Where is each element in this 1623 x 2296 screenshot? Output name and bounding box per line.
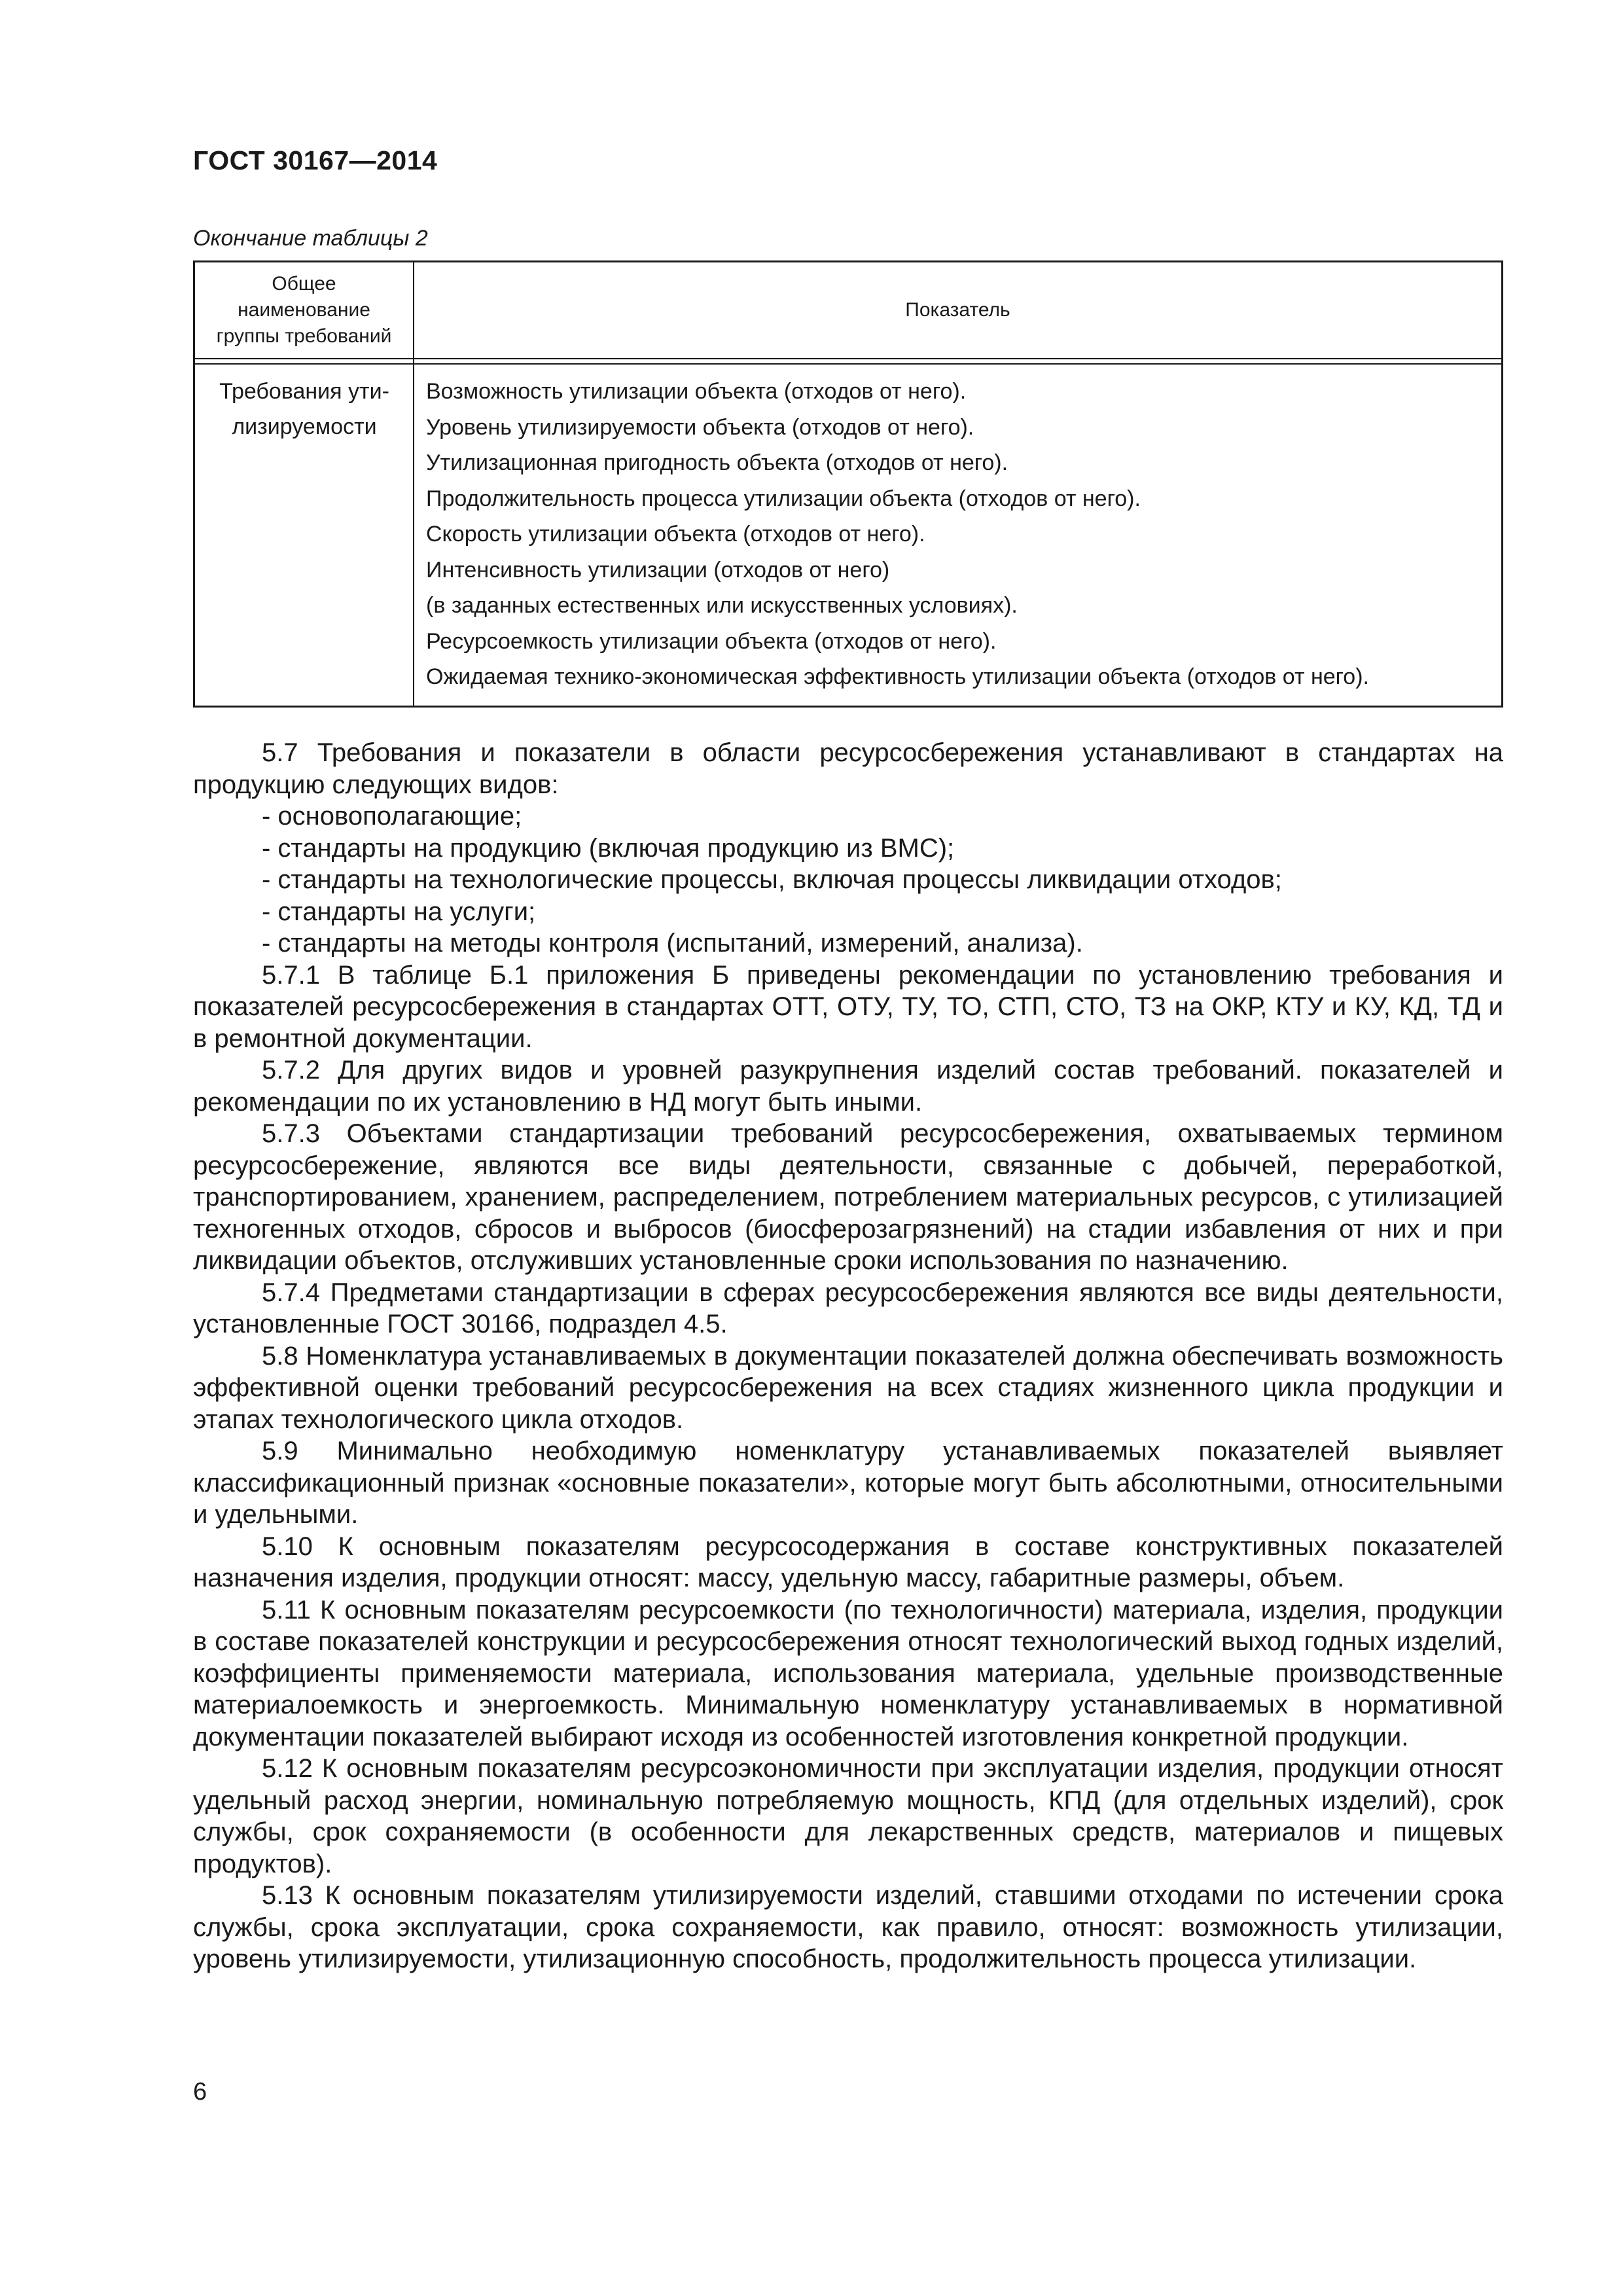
list-item: - стандарты на услуги; (262, 897, 536, 926)
paragraph-5-8: 5.8 Номенклатура устанавливаемых в документации показателей должна обеспечивать возможность эффективной оценки требований ресурсосбережения на всех стадиях жизненного цикла продукции и этапах технологического цикла отходов. (193, 1341, 1503, 1434)
paragraph-5-10: 5.10 К основным показателям ресурсосодержания в составе конструктивных показателей назначения изделия, продукции относят: массу, удельную массу, габаритные размеры, объем. (193, 1532, 1503, 1592)
table-caption: Окончание таблицы 2 (193, 226, 428, 251)
paragraph-5-13: 5.13 К основным показателям утилизируемости изделий, ставшими отходами по истечении срока службы, срока эксплуатации, срока сохраняемости, как правило, относят: возможность утилизации, уровень утилизируемости, утилизационную способность, продолжительность процесса утилизации. (193, 1881, 1503, 1973)
indicator-line: Интенсивность утилизации (отходов от него) (426, 557, 890, 583)
paragraph-5-7-2: 5.7.2 Для других видов и уровней разукрупнения изделий состав требований. показателей и рекомендации по их установлению в НД могут быть иными. (193, 1056, 1503, 1117)
list-item: - основополагающие; (262, 802, 522, 831)
paragraph-5-7-1: 5.7.1 В таблице Б.1 приложения Б приведены рекомендации по установлению требования и показателей ресурсосбережения в стандартах ОТТ, ОТУ, ТУ, ТО, СТП, СТО, ТЗ на ОКР, КТУ и КУ, КД, ТД и в ремонтной документации. (193, 960, 1503, 1053)
indicator-line: Возможность утилизации объекта (отходов от него). (426, 379, 967, 404)
paragraph-5-12: 5.12 К основным показателям ресурсоэкономичности при эксплуатации изделия, продукции относят удельный расход энергии, номинальную потребляемую мощность, КПД (для отдельных изделий), срок службы, срок сохраняемости (в особенности для лекарственных средств, материалов и пищевых продуктов). (193, 1754, 1503, 1878)
document-header: ГОСТ 30167—2014 (193, 145, 438, 175)
list-item: - стандарты на продукцию (включая продукцию из ВМС); (262, 833, 955, 863)
paragraph-5-7-3: 5.7.3 Объектами стандартизации требований ресурсосбережения, охватываемых термином ресурсосбережение, являются все виды деятельности, связанные с добычей, переработкой, транспортированием, хранением, распределением, потреблением материальных ресурсов, с утилизацией техногенных отходов, сбросов и выбросов (биосферозагрязнений) на стадии избавления от них и при ликвидации объектов, отслуживших установленные сроки использования по назначению. (193, 1119, 1503, 1275)
indicator-line: (в заданных естественных или искусственных условиях). (426, 593, 1018, 618)
indicator-line: Ресурсоемкость утилизации объекта (отходов от него). (426, 628, 997, 654)
table-cell-indicators (426, 374, 1495, 695)
table-header-divider-double (195, 363, 1501, 365)
table-header-indicator: Показатель (905, 299, 1010, 321)
requirements-table (193, 260, 1503, 708)
indicator-line: Продолжительность процесса утилизации объекта (отходов от него). (426, 486, 1141, 511)
paragraph-5-7: 5.7 Требования и показатели в области ресурсосбережения устанавливают в стандартах на продукцию следующих видов: (193, 738, 1503, 799)
list-item: - стандарты на методы контроля (испытаний, измерений, анализа). (262, 929, 1083, 958)
indicator-line: Утилизационная пригодность объекта (отходов от него). (426, 450, 1008, 475)
table-header-group: Общее наименование группы требований (216, 273, 392, 347)
table-header-divider (195, 358, 1501, 359)
page-number: 6 (193, 2078, 207, 2106)
paragraph-5-7-4: 5.7.4 Предметами стандартизации в сферах ресурсосбережения являются все виды деятельности, установленные ГОСТ 30166, подраздел 4.5. (193, 1278, 1503, 1338)
paragraph-5-11: 5.11 К основным показателям ресурсоемкости (по технологичности) материала, изделия, продукции в составе показателей конструкции и ресурсосбережения относят технологический выход годных изделий, коэффициенты применяемости материала, использования материала, удельные производственные материалоемкость и энергоемкость. Минимальную номенклатуру устанавливаемых в нормативной документации показателей выбирают исходя из особенностей изготовления конкретной продукции. (193, 1595, 1503, 1751)
indicator-line: Ожидаемая технико-экономическая эффективность утилизации объекта (отходов от него). (426, 664, 1369, 689)
document-body (193, 737, 1503, 1975)
indicator-line: Уровень утилизируемости объекта (отходов от него). (426, 414, 974, 440)
table-cell-group: Требования ути- лизируемости (219, 379, 389, 439)
list-item: - стандарты на технологические процессы, включая процессы ликвидации отходов; (262, 865, 1282, 894)
paragraph-5-9: 5.9 Минимально необходимую номенклатуру устанавливаемых показателей выявляет классификационный признак «основные показатели», которые могут быть абсолютными, относительными и удельными. (193, 1437, 1503, 1529)
indicator-line: Скорость утилизации объекта (отходов от него). (426, 522, 925, 547)
